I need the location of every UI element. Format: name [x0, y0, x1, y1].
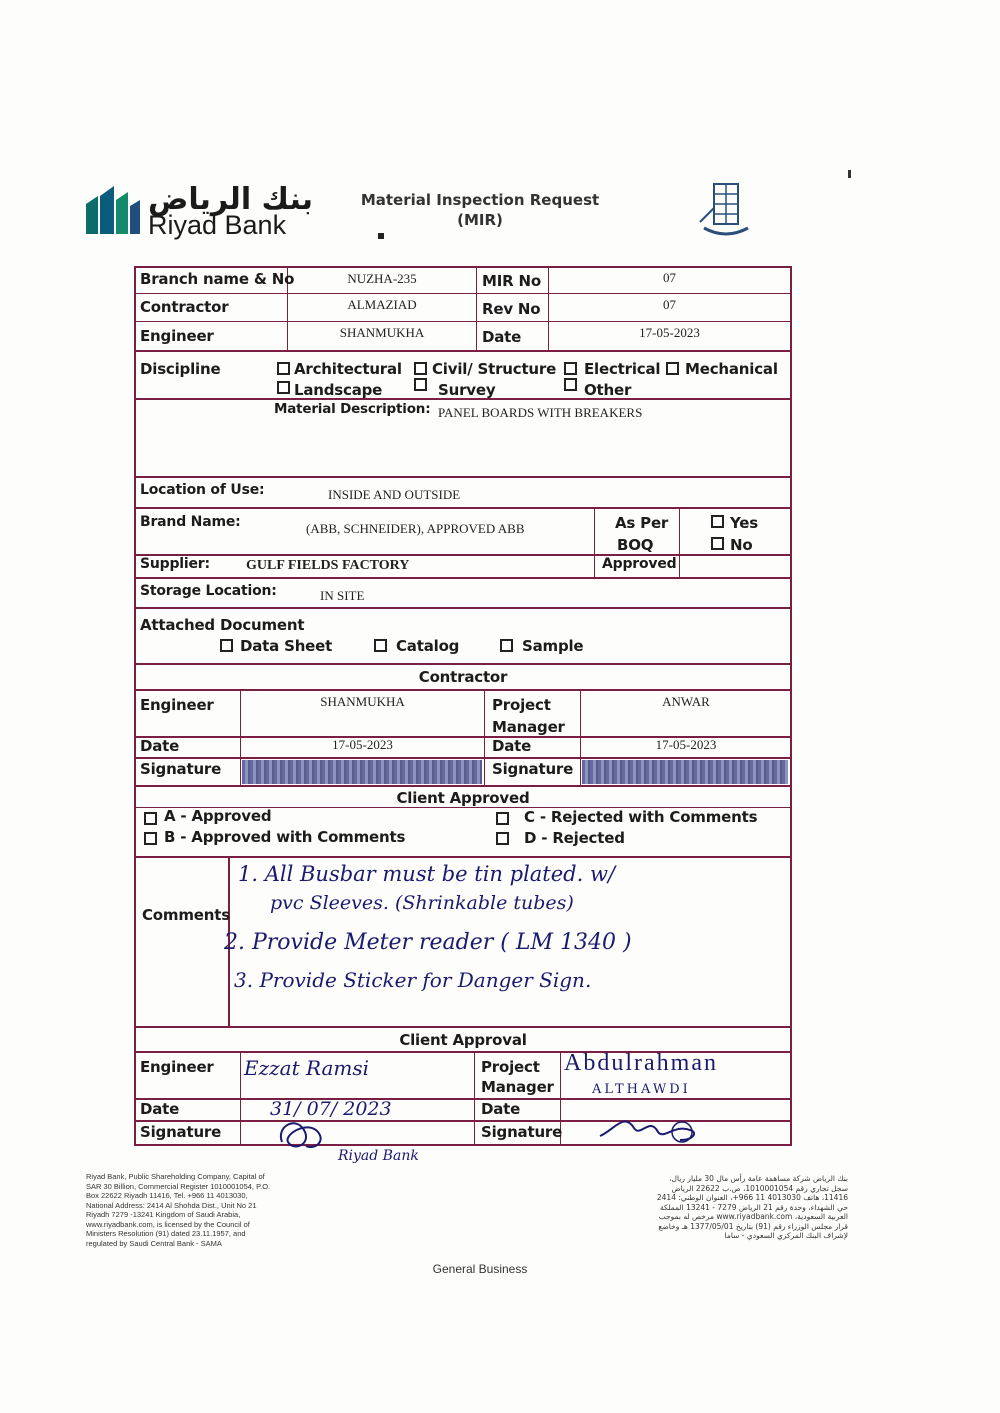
client-approval-title: Client Approval: [399, 1031, 527, 1049]
riyad-bank-logo-icon: [86, 186, 140, 234]
branch-value: NUZHA-235: [347, 271, 417, 286]
option-mechanical: Mechanical: [685, 360, 778, 378]
checkbox-d-rejected[interactable]: [496, 832, 509, 845]
option-d-rejected: D - Rejected: [524, 829, 625, 847]
brand-value: (ABB, SCHNEIDER), APPROVED ABB: [306, 521, 525, 536]
contractor-signature-label: Signature: [140, 760, 222, 778]
contractor-date-value: 17-05-2023: [332, 737, 393, 752]
checkbox-yes[interactable]: [711, 515, 724, 528]
project-label: Project: [492, 696, 551, 714]
engineer-label: Engineer: [140, 327, 214, 345]
contractor-pm-signature: [582, 760, 788, 784]
option-sample: Sample: [522, 637, 584, 655]
client-pm-name: Abdulrahman: [564, 1050, 718, 1076]
comments-label: Comments: [142, 906, 230, 924]
client-date-value: 31/ 07/ 2023: [270, 1098, 392, 1120]
client-date2-label: Date: [481, 1100, 521, 1118]
branch-label: Branch name & No: [140, 270, 295, 288]
engineer-value: SHANMUKHA: [339, 325, 425, 340]
location-value: INSIDE AND OUTSIDE: [328, 487, 461, 502]
option-catalog: Catalog: [396, 637, 460, 655]
client-signature2-label: Signature: [481, 1123, 563, 1141]
option-landscape: Landscape: [294, 381, 383, 399]
as-per-label: As Per: [615, 514, 669, 532]
contractor-pm-value: ANWAR: [662, 694, 710, 709]
footer-english: Riyad Bank, Public Shareholding Company, Capital of SAR 30 Billion, Commercial Register 1010001054, P.O. Box 22622 Riyadh 11416, Tel. +966 11 4013030, National Address: 2414 Al Shohda Dist., Unit No 21 Riyadh 7279 -13241 Kingdom of Saudi Arabia, www.riyadbank.com, is licensed by the Council of Ministers Resolution (91) dated 23.11.1957, and regulated by Saudi Central Bank - SAMA: [86, 1172, 271, 1248]
attached-document-label: Attached Document: [140, 616, 305, 634]
rev-no-value: 07: [663, 297, 676, 312]
client-engineer-label: Engineer: [140, 1058, 214, 1076]
contractor-date2-label: Date: [492, 737, 532, 755]
contractor-date-label: Date: [140, 737, 180, 755]
footer-classification: General Business: [432, 1262, 528, 1276]
option-civil-structure: Civil/ Structure: [432, 360, 557, 378]
brand-label: Brand Name:: [140, 514, 241, 530]
client-engineer-name: Ezzat Ramsi: [244, 1056, 370, 1080]
mir-form: [134, 266, 792, 1146]
checkbox-a-approved[interactable]: [144, 812, 157, 825]
contractor-value: ALMAZIAD: [347, 297, 417, 312]
client-engineer-signature: [274, 1112, 334, 1156]
title-line-1: Material Inspection Request: [360, 191, 600, 209]
document-title: [330, 190, 630, 230]
material-description-value: PANEL BOARDS WITH BREAKERS: [438, 405, 643, 420]
checkbox-landscape[interactable]: [277, 381, 290, 394]
date-value: 17-05-2023: [639, 325, 700, 340]
checkbox-other[interactable]: [564, 378, 577, 391]
client-pm-signature: [594, 1102, 704, 1146]
checkbox-sample[interactable]: [500, 639, 513, 652]
approved-label: Approved: [602, 556, 677, 572]
checkbox-no[interactable]: [711, 537, 724, 550]
comment-line-2: pvc Sleeves. (Shrinkable tubes): [270, 892, 574, 914]
supplier-value: GULF FIELDS FACTORY: [246, 558, 410, 573]
contractor-signature2-label: Signature: [492, 760, 574, 778]
boq-label: BOQ: [617, 536, 654, 554]
no-label: No: [730, 536, 753, 554]
contractor-date2-value: 17-05-2023: [655, 737, 717, 752]
company-seal-icon: [690, 178, 762, 242]
contractor-section-title: Contractor: [418, 668, 508, 686]
storage-label: Storage Location:: [140, 583, 277, 599]
supplier-label: Supplier:: [140, 556, 210, 572]
option-architectural: Architectural: [294, 360, 402, 378]
client-manager-label: Manager: [481, 1078, 554, 1096]
checkbox-data-sheet[interactable]: [220, 639, 233, 652]
client-project-label: Project: [481, 1058, 540, 1076]
yes-label: Yes: [730, 514, 758, 532]
mir-no-label: MIR No: [482, 272, 541, 290]
mir-no-value: 07: [663, 270, 676, 285]
option-other: Other: [584, 381, 632, 399]
footer-arabic: بنك الرياض شركة مساهمة عامة رأس مال 30 مليار ريال، سجل تجاري رقم 1010001054، ص.ب 22622 الرياض 11416، هاتف 4013030 11 966+، العنوان الوطني: 2414 حي الشهداء، وحدة رقم 21 الرياض 7279 - 13241 المملكة العربية السعودية، www.riyadbank.com مرخص له بموجب قرار مجلس الوزراء رقم (91) بتاريخ 1377/05/01 هـ وخاضع لإشراف البنك المركزي السعودي - ساما: [656, 1174, 848, 1240]
date-label: Date: [482, 328, 522, 346]
manager-label: Manager: [492, 718, 565, 736]
contractor-engineer-signature: [242, 760, 482, 784]
option-b-approved-comments: B - Approved with Comments: [164, 828, 406, 846]
discipline-label: Discipline: [140, 360, 221, 378]
logo-english-text: Riyad Bank: [148, 210, 287, 240]
contractor-engineer-value: SHANMUKHA: [320, 694, 405, 709]
contractor-engineer-label: Engineer: [140, 696, 214, 714]
comment-line-4: 3. Provide Sticker for Danger Sign.: [234, 968, 592, 992]
checkbox-mechanical[interactable]: [666, 362, 679, 375]
checkbox-architectural[interactable]: [277, 362, 290, 375]
client-date-label: Date: [140, 1100, 180, 1118]
option-electrical: Electrical: [584, 360, 661, 378]
comment-line-3: 2. Provide Meter reader ( LM 1340 ): [224, 930, 632, 955]
client-pm-name-2: ALTHAWDI: [592, 1082, 691, 1097]
material-description-label: Material Description:: [274, 401, 431, 417]
checkbox-c-rejected-comments[interactable]: [496, 812, 509, 825]
option-data-sheet: Data Sheet: [240, 637, 333, 655]
checkbox-catalog[interactable]: [374, 639, 387, 652]
riyad-bank-stamp-text: Riyad Bank: [338, 1148, 419, 1164]
rev-no-label: Rev No: [482, 300, 541, 318]
title-line-2: (MIR): [457, 211, 503, 229]
contractor-label: Contractor: [140, 298, 229, 316]
scan-mark: [848, 170, 851, 178]
client-approved-title: Client Approved: [396, 789, 530, 807]
location-label: Location of Use:: [140, 482, 265, 498]
client-signature-label: Signature: [140, 1123, 222, 1141]
option-survey: Survey: [438, 381, 496, 399]
option-c-rejected-comments: C - Rejected with Comments: [524, 808, 758, 826]
storage-value: IN SITE: [320, 588, 365, 603]
option-a-approved: A - Approved: [164, 807, 272, 825]
logo-arabic-text: بنك الرياض: [148, 182, 313, 217]
comment-line-1: 1. All Busbar must be tin plated. w/: [238, 862, 616, 886]
checkbox-civil-structure[interactable]: [414, 362, 427, 375]
checkbox-survey[interactable]: [414, 378, 427, 391]
checkbox-b-approved-comments[interactable]: [144, 832, 157, 845]
checkbox-electrical[interactable]: [564, 362, 577, 375]
bullet-mark: [378, 233, 384, 239]
